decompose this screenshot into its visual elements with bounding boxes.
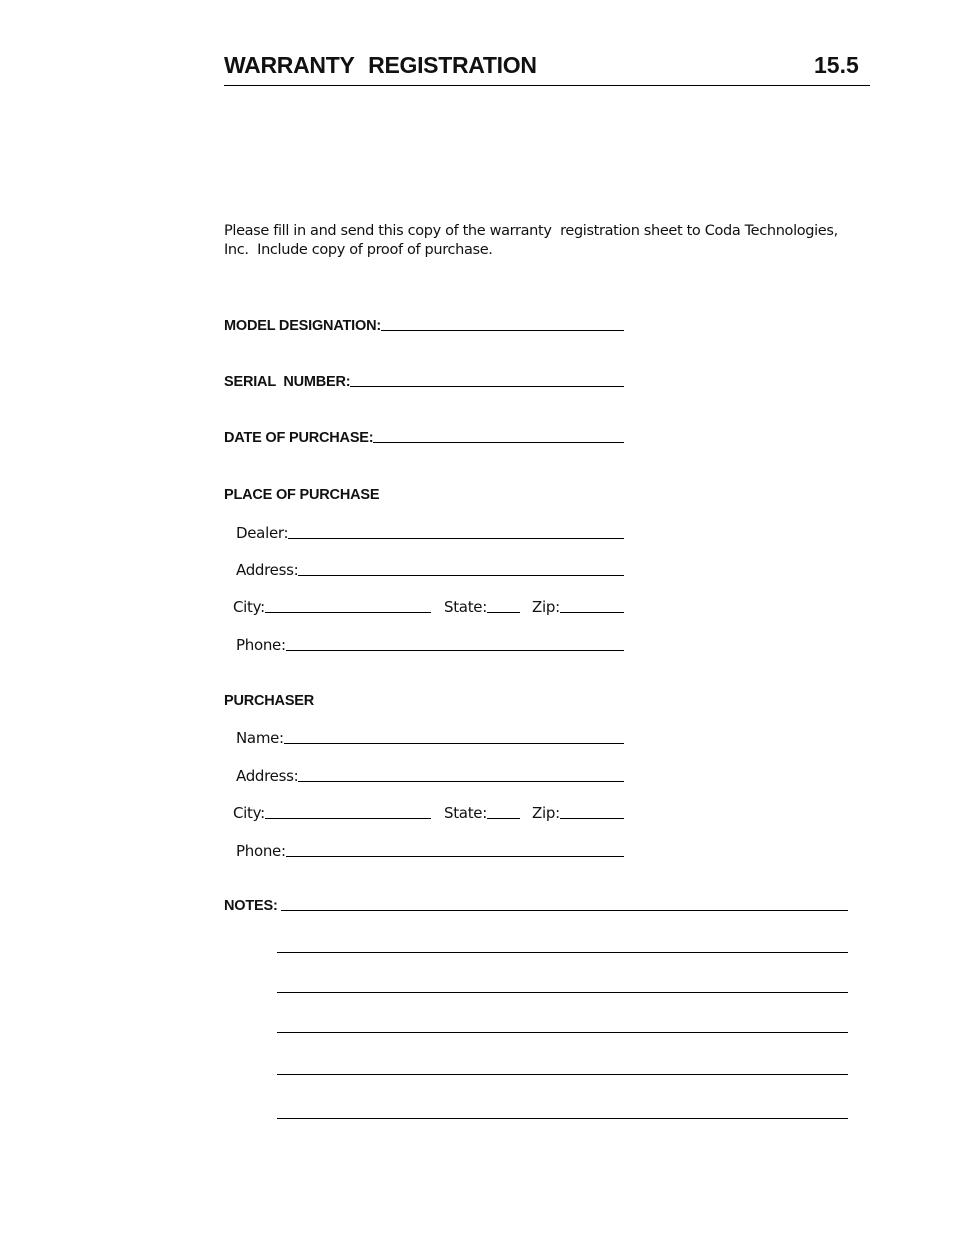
place-phone-row xyxy=(236,636,624,654)
intro-paragraph xyxy=(224,222,884,260)
dealer-field[interactable] xyxy=(288,538,624,539)
dealer-label: Dealer: xyxy=(236,524,289,542)
model-designation-row xyxy=(224,318,624,334)
purchaser-city-row xyxy=(233,804,431,822)
header-rule xyxy=(224,85,870,86)
purchaser-heading: PURCHASER xyxy=(224,693,315,709)
purchaser-state-label: State: xyxy=(444,804,487,822)
place-zip-label: Zip: xyxy=(532,598,560,616)
purchaser-phone-row xyxy=(236,842,624,860)
model-designation-field[interactable] xyxy=(381,330,624,331)
place-zip-row xyxy=(532,598,624,616)
date-of-purchase-row xyxy=(224,430,624,446)
notes-label: NOTES: xyxy=(224,898,278,914)
serial-number-field[interactable] xyxy=(350,386,624,387)
purchaser-state-row xyxy=(444,804,520,822)
place-state-row xyxy=(444,598,520,616)
purchaser-city-field[interactable] xyxy=(265,818,431,819)
date-of-purchase-field[interactable] xyxy=(373,442,624,443)
purchaser-address-field[interactable] xyxy=(298,781,624,782)
purchaser-phone-label: Phone: xyxy=(236,842,286,860)
model-designation-label: MODEL DESIGNATION: xyxy=(224,318,381,334)
purchaser-zip-label: Zip: xyxy=(532,804,560,822)
place-city-row xyxy=(233,598,431,616)
place-zip-field[interactable] xyxy=(560,612,624,613)
purchaser-name-field[interactable] xyxy=(284,743,624,744)
serial-number-label: SERIAL NUMBER: xyxy=(224,374,351,390)
place-state-label: State: xyxy=(444,598,487,616)
place-phone-field[interactable] xyxy=(286,650,624,651)
purchaser-zip-row xyxy=(532,804,624,822)
purchaser-zip-field[interactable] xyxy=(560,818,624,819)
notes-field-line-5[interactable] xyxy=(277,1074,848,1075)
notes-row xyxy=(224,898,848,914)
purchaser-address-label: Address: xyxy=(236,767,299,785)
notes-field-line-3[interactable] xyxy=(277,992,848,993)
serial-number-row xyxy=(224,374,624,390)
purchaser-phone-field[interactable] xyxy=(286,856,624,857)
purchaser-name-row xyxy=(236,729,624,747)
notes-field-line-1[interactable] xyxy=(281,910,848,911)
place-city-label: City: xyxy=(233,598,265,616)
place-address-row xyxy=(236,561,624,579)
place-phone-label: Phone: xyxy=(236,636,286,654)
purchaser-city-label: City: xyxy=(233,804,265,822)
section-number: 15.5 xyxy=(814,52,859,78)
intro-line-2: Inc. Include copy of proof of purchase. xyxy=(224,242,493,258)
notes-field-line-2[interactable] xyxy=(277,952,848,953)
place-state-field[interactable] xyxy=(487,612,520,613)
place-city-field[interactable] xyxy=(265,612,431,613)
purchaser-address-row xyxy=(236,767,624,785)
purchaser-state-field[interactable] xyxy=(487,818,520,819)
date-of-purchase-label: DATE OF PURCHASE: xyxy=(224,430,374,446)
purchaser-name-label: Name: xyxy=(236,729,284,747)
place-of-purchase-heading: PLACE OF PURCHASE xyxy=(224,487,380,503)
intro-line-1: Please fill in and send this copy of the warranty registration sheet to Coda Technologies, xyxy=(224,223,838,239)
notes-field-line-6[interactable] xyxy=(277,1118,848,1119)
place-address-label: Address: xyxy=(236,561,299,579)
page-title: WARRANTY REGISTRATION xyxy=(224,52,537,78)
place-address-field[interactable] xyxy=(298,575,624,576)
dealer-row xyxy=(236,524,624,542)
notes-field-line-4[interactable] xyxy=(277,1032,848,1033)
